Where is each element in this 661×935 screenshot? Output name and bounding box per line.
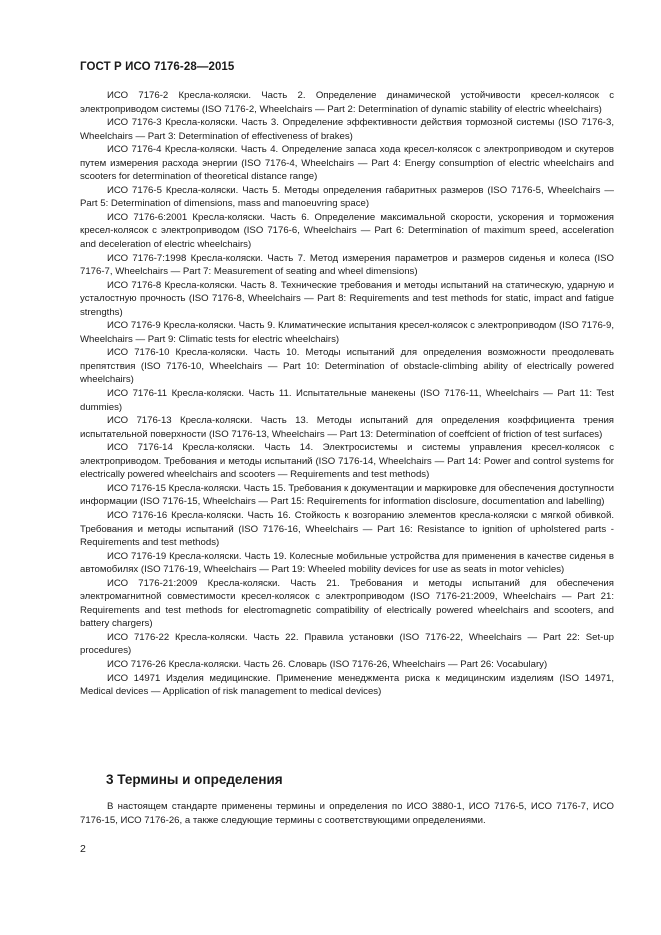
document-header: ГОСТ Р ИСО 7176-28—2015 — [80, 61, 235, 73]
reference-item: ИСО 7176-13 Кресла-коляски. Часть 13. Методы испытаний для определения коэффициента трения испытательной поверхности (ISO 7176-13, Wheelchairs — Part 13: Determination of coeffcient of friction of test surfaces) — [80, 415, 614, 440]
reference-item: ИСО 7176-19 Кресла-коляски. Часть 19. Колесные мобильные устройства для применения в качестве сиденья в автомобилях (ISO 7176-19, Wheelchairs — Part 19: Wheeled mobility devices for use as seats in motor vehicles) — [80, 550, 614, 576]
reference-item: ИСО 7176-16 Кресла-коляски. Часть 16. Стойкость к возгоранию элементов кресла-коляски с мягкой обивкой. Требования и методы испытаний (ISO 7176-16, Wheelchairs — Part 16: Resistance to ignition of upholstered parts - Requirements and test methods) — [80, 509, 614, 549]
reference-item: ИСО 7176-9 Кресла-коляски. Часть 9. Климатические испытания кресел-колясок с электроприводом (ISO 7176-9, Wheelchairs — Part 9: Climatic tests for electric wheelchairs) — [80, 320, 614, 345]
reference-item: ИСО 7176-3 Кресла-коляски. Часть 3. Определение эффективности действия тормозной системы (ISO 7176-3, Wheelchairs — Part 3: Determination of effectiveness of brakes) — [80, 117, 614, 142]
reference-item: ИСО 7176-5 Кресла-коляски. Часть 5. Методы определения габаритных размеров (ISO 7176-5, Wheelchairs — Part 5: Determination of dimensions, mass and manoeuvring space) — [80, 184, 614, 210]
normative-references-list — [80, 89, 614, 699]
reference-item: ИСО 7176-15 Кресла-коляски. Часть 15. Требования к документации и маркировке для обеспечения доступности информации (ISO 7176-15, Wheelchairs — Part 15: Requirements for information disclosure, documentation and labelling) — [80, 482, 614, 508]
reference-item: ИСО 7176-6:2001 Кресла-коляски. Часть 6. Определение максимальной скорости, ускорения и торможения кресел-колясок с электроприводом (ISO 7176-6, Wheelchairs — Part 6: Determination of maximum speed, acceleration and deceleration of electric wheelchairs) — [80, 211, 614, 251]
reference-item: ИСО 7176-21:2009 Кресла-коляски. Часть 21. Требования и методы испытаний для обеспечения электромагнитной совместимости кресел-колясок с электроприводом (ISO 7176-21:2009, Wheelchairs — Part 21: Requirements and test methods for electromagnetic compatibility of electrically powered wheelchairs and scooters, and battery chargers) — [80, 577, 614, 630]
reference-item: ИСО 7176-4 Кресла-коляски. Часть 4. Определение запаса хода кресел-колясок с электроприводом и скутеров путем измерения расхода энергии (ISO 7176-4, Wheelchairs — Part 4: Energy consumption of electric wheelchairs and scooters for determination of theoretical distance range) — [80, 144, 614, 183]
section-heading: 3 Термины и определения — [106, 772, 283, 787]
reference-item: ИСО 7176-11 Кресла-коляски. Часть 11. Испытательные манекены (ISO 7176-11, Wheelchairs — Part 11: Test dummies) — [80, 388, 614, 413]
reference-item: ИСО 7176-26 Кресла-коляски. Часть 26. Словарь (ISO 7176-26, Wheelchairs — Part 26: Vocabulary) — [107, 658, 548, 670]
reference-item: ИСО 14971 Изделия медицинские. Применение менеджмента риска к медицинским изделиям (ISO 14971, Medical devices — Application of risk management to medical devices) — [80, 672, 614, 698]
reference-item: ИСО 7176-2 Кресла-коляски. Часть 2. Определение динамической устойчивости кресел-колясок с электроприводом системы (ISO 7176-2, Wheelchairs — Part 2: Determination of dynamic stability of electric wheelchairs) — [80, 90, 614, 115]
reference-item: ИСО 7176-10 Кресла-коляски. Часть 10. Методы испытаний для определения возможности преодолевать препятствия (ISO 7176-10, Wheelchairs — Part 10: Determination of obstacle-climbing ability of electrically powered wheelchairs) — [80, 347, 614, 386]
reference-item: ИСО 7176-22 Кресла-коляски. Часть 22. Правила установки (ISO 7176-22, Wheelchairs — Part 22: Set-up procedures) — [80, 631, 614, 657]
section-paragraph: В настоящем стандарте применены термины и определения по ИСО 3880-1, ИСО 7176-5, ИСО 7176-7, ИСО 7176-15, ИСО 7176-26, а также следующие термины с соответствующими определениями. — [80, 801, 614, 826]
page-number: 2 — [80, 843, 86, 855]
reference-item: ИСО 7176-7:1998 Кресла-коляски. Часть 7. Метод измерения параметров и размеров сиденья и колеса (ISO 7176-7, Wheelchairs — Part 7: Measurement of seating and wheel dimensions) — [80, 252, 614, 278]
reference-item: ИСО 7176-8 Кресла-коляски. Часть 8. Технические требования и методы испытаний на статическую, ударную и усталостную прочность (ISO 7176-8, Wheelchairs — Part 8: Requirements and test methods for static, impact and fatigue strengths) — [80, 279, 614, 318]
reference-item: ИСО 7176-14 Кресла-коляски. Часть 14. Электросистемы и системы управления кресел-колясок с электроприводом. Требования и методы испытаний (ISO 7176-14, Wheelchairs — Part 14: Power and control systems for electrically powered wheelchairs and scooters — Requirements and test methods) — [80, 442, 614, 481]
